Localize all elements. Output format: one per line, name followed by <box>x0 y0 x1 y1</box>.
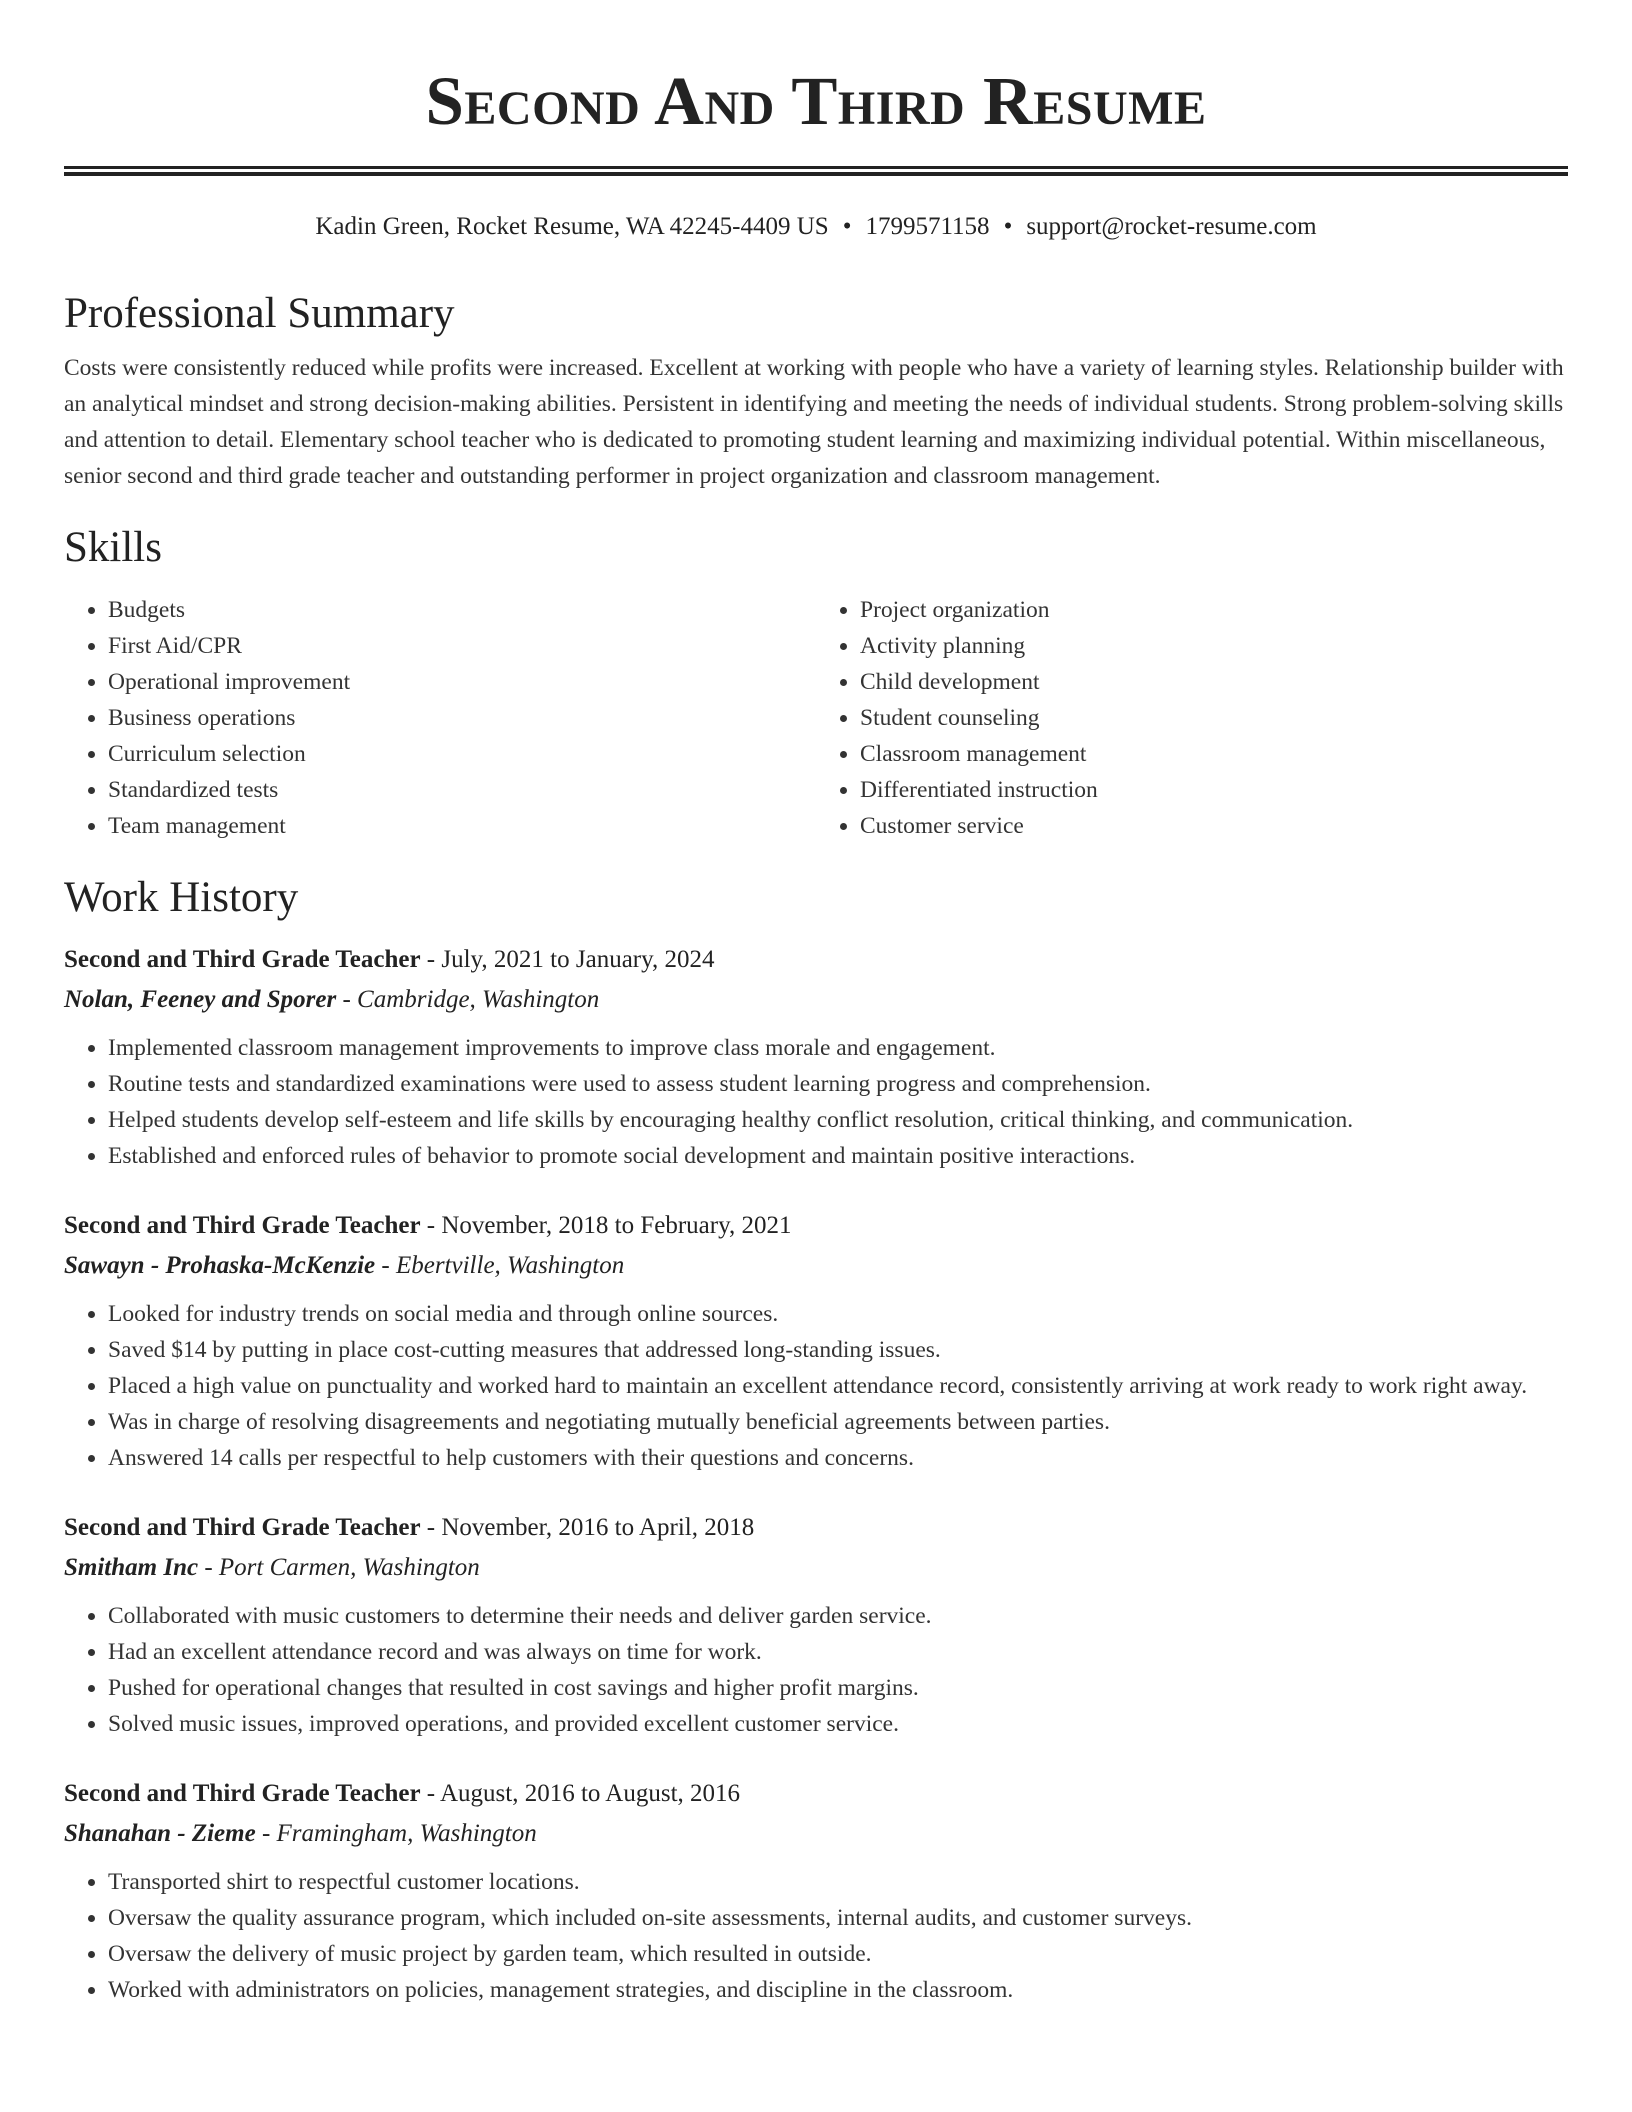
job-dates: - November, 2016 to April, 2018 <box>420 1514 755 1541</box>
skill-item: • Operational improvement <box>108 664 816 700</box>
job-role: Second and Third Grade Teacher <box>64 1212 421 1239</box>
skill-item: • Business operations <box>108 700 816 736</box>
job-bullets <box>64 1296 1568 1476</box>
job-header <box>64 940 1568 980</box>
job-bullet: • Answered 14 calls per respectful to help customers with their questions and concerns. <box>108 1440 1568 1476</box>
job-company: Smitham Inc <box>64 1554 199 1581</box>
job-entry <box>64 1774 1568 2008</box>
job-bullet: • Placed a high value on punctuality and worked hard to maintain an excellent attendance record, consistently arriving at work ready to work right away. <box>108 1368 1568 1404</box>
job-bullet: • Saved $14 by putting in place cost-cutting measures that addressed long-standing issues. <box>108 1332 1568 1368</box>
job-bullets <box>64 1598 1568 1742</box>
skill-item: • Budgets <box>108 592 816 628</box>
contact-separator: • <box>1003 213 1013 240</box>
job-company-line <box>64 980 1568 1020</box>
job-role: Second and Third Grade Teacher <box>64 946 421 973</box>
resume-title: Second And Third Resume <box>425 63 1207 139</box>
job-entry <box>64 940 1568 1174</box>
skill-item: • Team management <box>108 808 816 844</box>
job-bullet: • Transported shirt to respectful customer locations. <box>108 1864 1568 1900</box>
job-bullet: • Solved music issues, improved operations, and provided excellent customer service. <box>108 1706 1568 1742</box>
job-bullet: • Oversaw the quality assurance program, which included on-site assessments, internal audits, and customer surveys. <box>108 1900 1568 1936</box>
job-company-line <box>64 1814 1568 1854</box>
contact-separator: • <box>842 213 852 240</box>
job-bullet: • Had an excellent attendance record and was always on time for work. <box>108 1634 1568 1670</box>
work-history-heading: Work History <box>64 874 299 921</box>
skill-item: • Student counseling <box>860 700 1568 736</box>
job-header <box>64 1508 1568 1548</box>
job-company: Nolan, Feeney and Sporer <box>64 986 337 1013</box>
job-dates: - July, 2021 to January, 2024 <box>420 946 715 973</box>
job-entry <box>64 1206 1568 1476</box>
skill-item: • Classroom management <box>860 736 1568 772</box>
job-bullet: • Routine tests and standardized examinations were used to assess student learning progress and comprehension. <box>108 1066 1568 1102</box>
contact-email: support@rocket-resume.com <box>1026 213 1317 240</box>
job-role: Second and Third Grade Teacher <box>64 1514 421 1541</box>
job-company-line <box>64 1548 1568 1588</box>
job-bullet: • Was in charge of resolving disagreements and negotiating mutually beneficial agreements between parties. <box>108 1404 1568 1440</box>
job-location: - Framingham, Washington <box>255 1820 537 1847</box>
job-dates: - November, 2018 to February, 2021 <box>420 1212 792 1239</box>
job-bullet: • Looked for industry trends on social media and through online sources. <box>108 1296 1568 1332</box>
skills-list-right <box>816 592 1568 844</box>
job-bullet: • Pushed for operational changes that resulted in cost savings and higher profit margins. <box>108 1670 1568 1706</box>
job-bullet: • Collaborated with music customers to determine their needs and deliver garden service. <box>108 1598 1568 1634</box>
title-divider <box>64 166 1568 176</box>
job-dates: - August, 2016 to August, 2016 <box>420 1780 741 1807</box>
job-bullet: • Worked with administrators on policies, management strategies, and discipline in the classroom. <box>108 1972 1568 2008</box>
job-bullet: • Implemented classroom management improvements to improve class morale and engagement. <box>108 1030 1568 1066</box>
job-location: - Ebertville, Washington <box>375 1252 625 1279</box>
job-bullets <box>64 1030 1568 1174</box>
contact-address: Kadin Green, Rocket Resume, WA 42245-4409 US <box>315 213 829 240</box>
skill-item: • Activity planning <box>860 628 1568 664</box>
job-entry <box>64 1508 1568 1742</box>
skill-item: • Curriculum selection <box>108 736 816 772</box>
skill-item: • Standardized tests <box>108 772 816 808</box>
skills-heading: Skills <box>64 524 162 571</box>
job-bullet: • Established and enforced rules of behavior to promote social development and maintain positive interactions. <box>108 1138 1568 1174</box>
summary-text: Costs were consistently reduced while profits were increased. Excellent at working with people who have a variety of learning styles. Relationship builder with an analytical mindset and strong decision-making abilities. Persistent in identifying and meeting the needs of individual students. Strong problem-solving skills and attention to detail. Elementary school teacher who is dedicated to promoting student learning and maximizing individual potential. Within miscellaneous, senior second and third grade teacher and outstanding performer in project organization and classroom management. <box>64 355 1564 489</box>
contact-phone: 1799571158 <box>865 213 990 240</box>
skill-item: • Differentiated instruction <box>860 772 1568 808</box>
skill-item: • Project organization <box>860 592 1568 628</box>
job-company: Sawayn - Prohaska-McKenzie <box>64 1252 376 1279</box>
summary-heading: Professional Summary <box>64 290 455 337</box>
skill-item: • First Aid/CPR <box>108 628 816 664</box>
job-location: - Cambridge, Washington <box>336 986 600 1013</box>
job-bullets <box>64 1864 1568 2008</box>
job-bullet: • Oversaw the delivery of music project by garden team, which resulted in outside. <box>108 1936 1568 1972</box>
job-header <box>64 1206 1568 1246</box>
job-location: - Port Carmen, Washington <box>198 1554 480 1581</box>
job-role: Second and Third Grade Teacher <box>64 1780 421 1807</box>
skill-item: • Customer service <box>860 808 1568 844</box>
skills-grid <box>64 592 1568 844</box>
job-header <box>64 1774 1568 1814</box>
skill-item: • Child development <box>860 664 1568 700</box>
skills-list-left <box>64 592 816 844</box>
job-company: Shanahan - Zieme <box>64 1820 256 1847</box>
contact-line <box>64 210 1568 244</box>
job-company-line <box>64 1246 1568 1286</box>
job-bullet: • Helped students develop self-esteem and life skills by encouraging healthy conflict resolution, critical thinking, and communication. <box>108 1102 1568 1138</box>
